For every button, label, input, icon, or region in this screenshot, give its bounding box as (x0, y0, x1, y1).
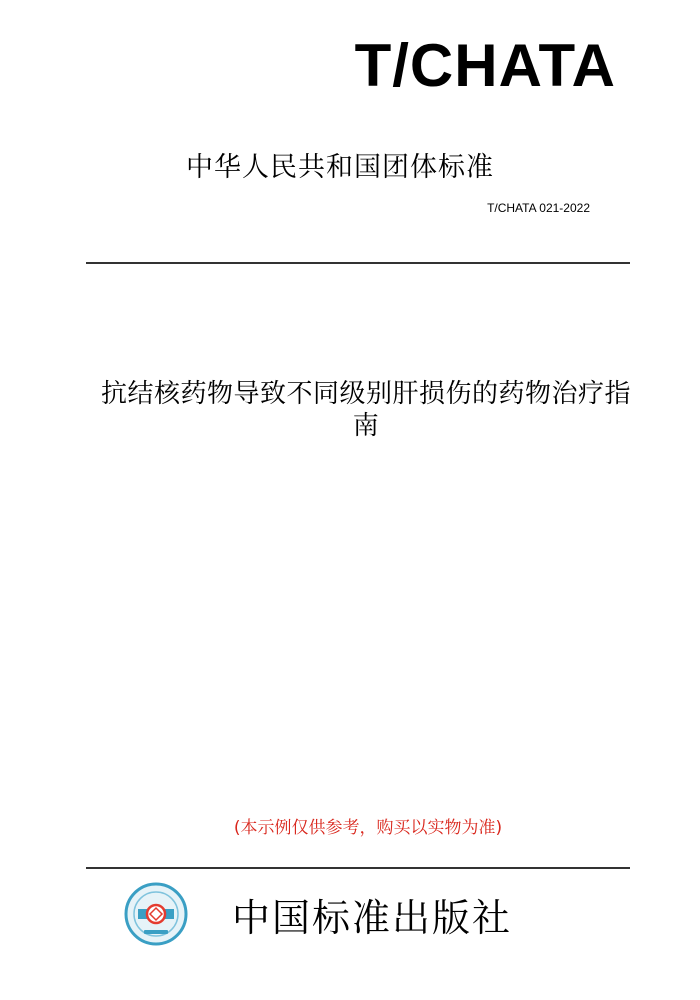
org-code: T/CHATA (354, 32, 616, 99)
title-line-2: 南 (352, 411, 380, 441)
bottom-divider (86, 867, 630, 869)
standard-category: 中华人民共和国团体标准 (186, 152, 494, 183)
title-line-1: 抗结核药物导致不同级别肝损伤的药物治疗指 (100, 379, 631, 409)
sample-notice: (本示例仅供参考，购买以实物为准) (233, 818, 503, 838)
publisher-name: 中国标准出版社 (232, 896, 513, 940)
standard-number: T/CHATA 021-2022 (487, 201, 590, 215)
top-divider (86, 262, 630, 264)
publisher-seal-icon (124, 882, 188, 946)
document-title (60, 378, 672, 442)
